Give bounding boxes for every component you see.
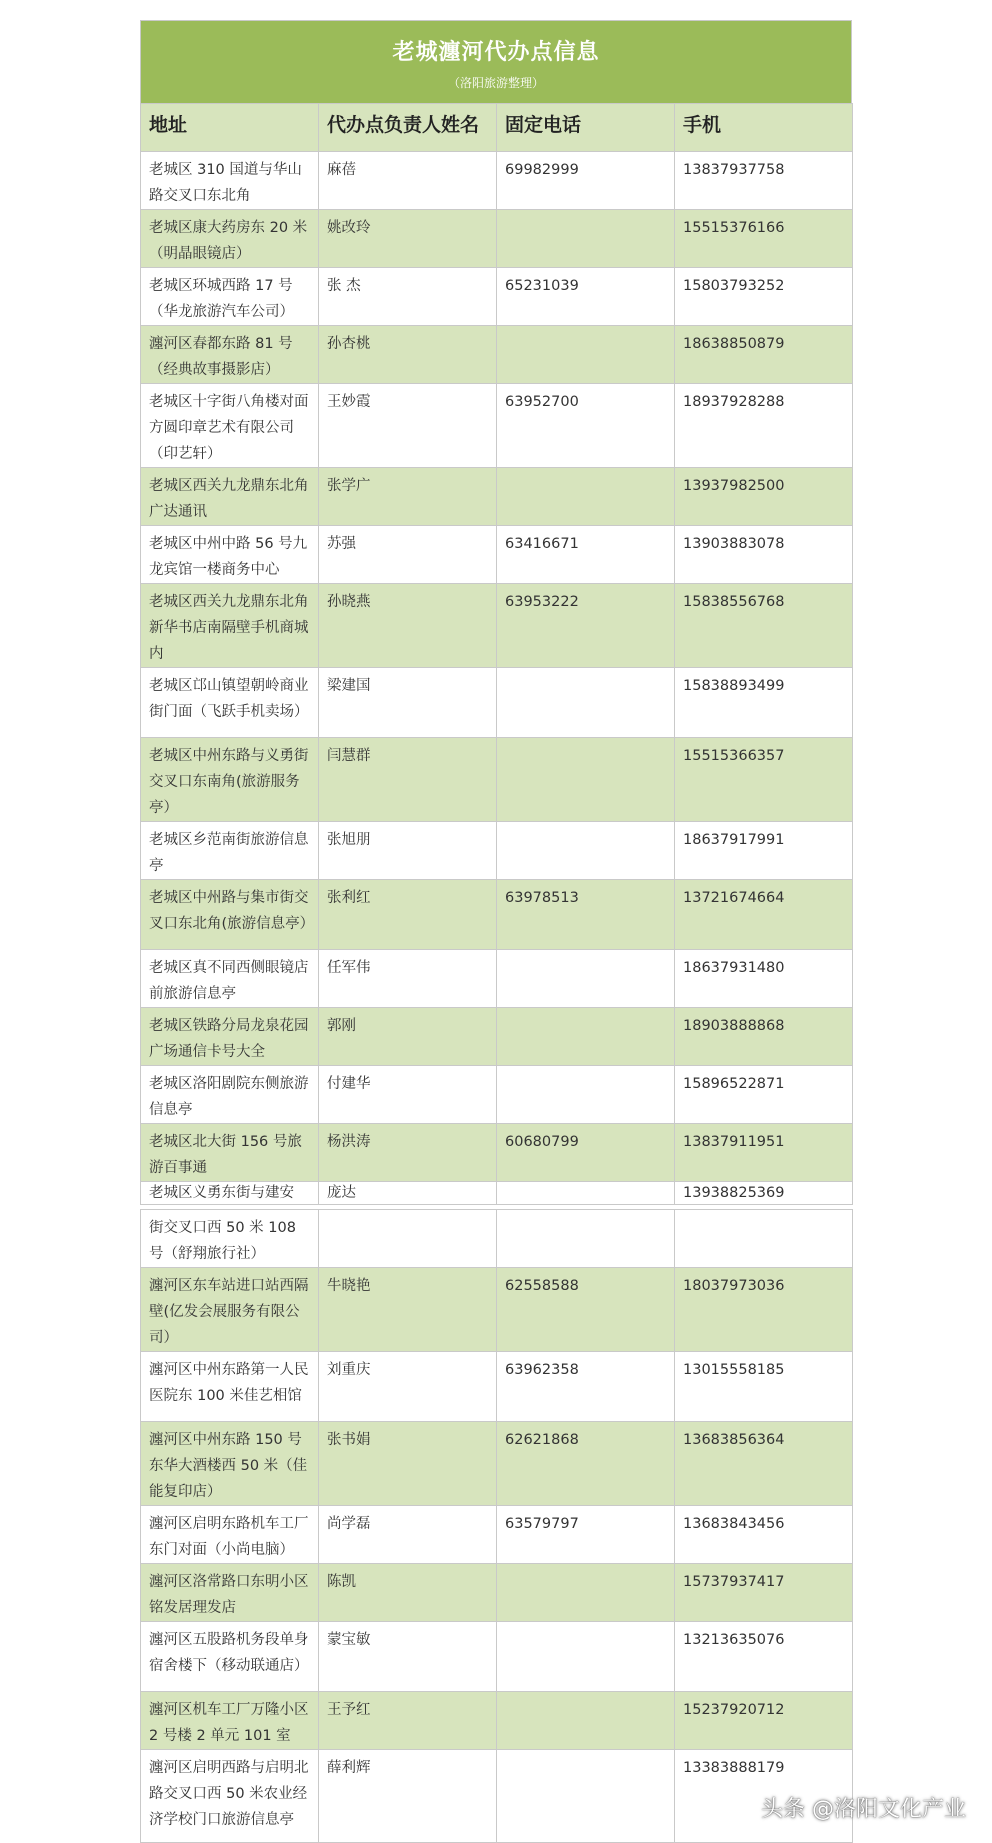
table-row (141, 152, 853, 210)
contact-name-cell: 任军伟 (319, 950, 497, 1008)
address-cell: 老城区环城西路 17 号（华龙旅游汽车公司） (141, 268, 319, 326)
contact-name-cell: 张书娟 (319, 1422, 497, 1506)
mobile-cell: 18638850879 (675, 326, 853, 384)
landline-cell (497, 1066, 675, 1124)
address-cell: 老城区 310 国道与华山路交叉口东北角 (141, 152, 319, 210)
contact-name-cell (319, 1210, 497, 1268)
mobile-cell: 13383888179 (675, 1750, 853, 1843)
landline-cell: 65231039 (497, 268, 675, 326)
agent-table (140, 103, 853, 1205)
contact-name-cell: 尚学磊 (319, 1506, 497, 1564)
landline-cell: 62621868 (497, 1422, 675, 1506)
landline-cell (497, 1008, 675, 1066)
header-landline: 固定电话 (497, 104, 675, 152)
contact-name-cell: 苏强 (319, 526, 497, 584)
landline-cell: 63952700 (497, 384, 675, 468)
contact-name-cell: 麻蓓 (319, 152, 497, 210)
title-banner (140, 20, 852, 103)
mobile-cell: 18937928288 (675, 384, 853, 468)
landline-cell: 63579797 (497, 1506, 675, 1564)
table-row (141, 1210, 853, 1268)
mobile-cell: 13683856364 (675, 1422, 853, 1506)
address-cell: 瀍河区东车站进口站西隔壁(亿发会展服务有限公司） (141, 1268, 319, 1352)
landline-cell: 63416671 (497, 526, 675, 584)
mobile-cell: 18637917991 (675, 822, 853, 880)
contact-name-cell: 蒙宝敏 (319, 1622, 497, 1692)
address-cell: 老城区真不同西侧眼镜店前旅游信息亭 (141, 950, 319, 1008)
table-row (141, 210, 853, 268)
mobile-cell: 15515376166 (675, 210, 853, 268)
table-row (141, 1066, 853, 1124)
landline-cell (497, 1564, 675, 1622)
table-row (141, 880, 853, 950)
table-row (141, 1564, 853, 1622)
landline-cell (497, 468, 675, 526)
contact-name-cell: 闫慧群 (319, 738, 497, 822)
landline-cell (497, 1622, 675, 1692)
header-address: 地址 (141, 104, 319, 152)
table-row (141, 1268, 853, 1352)
table-row (141, 1352, 853, 1422)
landline-cell: 60680799 (497, 1124, 675, 1182)
info-sheet (140, 20, 852, 1843)
contact-name-cell: 张 杰 (319, 268, 497, 326)
header-contact-name: 代办点负责人姓名 (319, 104, 497, 152)
contact-name-cell: 孙杏桃 (319, 326, 497, 384)
address-cell: 老城区铁路分局龙泉花园广场通信卡号大全 (141, 1008, 319, 1066)
contact-name-cell: 牛晓艳 (319, 1268, 497, 1352)
address-cell: 瀍河区机车工厂万隆小区 2 号楼 2 单元 101 室 (141, 1692, 319, 1750)
address-cell: 老城区西关九龙鼎东北角广达通讯 (141, 468, 319, 526)
table-row (141, 326, 853, 384)
landline-cell (497, 668, 675, 738)
landline-cell (497, 950, 675, 1008)
contact-name-cell: 孙晓燕 (319, 584, 497, 668)
mobile-cell: 15515366357 (675, 738, 853, 822)
contact-name-cell: 张利红 (319, 880, 497, 950)
landline-cell (497, 326, 675, 384)
mobile-cell: 13903883078 (675, 526, 853, 584)
address-cell: 老城区中州东路与义勇街交叉口东南角(旅游服务亭） (141, 738, 319, 822)
mobile-cell: 15838556768 (675, 584, 853, 668)
address-cell: 老城区洛阳剧院东侧旅游信息亭 (141, 1066, 319, 1124)
address-cell: 老城区康大药房东 20 米（明晶眼镜店） (141, 210, 319, 268)
mobile-cell: 13837911951 (675, 1124, 853, 1182)
landline-cell (497, 1182, 675, 1205)
page-title: 老城瀍河代办点信息 (392, 40, 600, 65)
table-row (141, 1182, 853, 1205)
mobile-cell (675, 1210, 853, 1268)
contact-name-cell: 张旭朋 (319, 822, 497, 880)
landline-cell (497, 210, 675, 268)
address-cell: 老城区中州路与集市街交叉口东北角(旅游信息亭） (141, 880, 319, 950)
mobile-cell: 18637931480 (675, 950, 853, 1008)
mobile-cell: 13938825369 (675, 1182, 853, 1205)
address-cell: 瀍河区中州东路 150 号东华大酒楼西 50 米（佳能复印店） (141, 1422, 319, 1506)
table-row (141, 668, 853, 738)
table-row (141, 1124, 853, 1182)
mobile-cell: 18903888868 (675, 1008, 853, 1066)
contact-name-cell: 张学广 (319, 468, 497, 526)
table-row (141, 738, 853, 822)
contact-name-cell: 王妙霞 (319, 384, 497, 468)
address-cell: 瀍河区启明西路与启明北路交叉口西 50 米农业经济学校门口旅游信息亭 (141, 1750, 319, 1843)
landline-cell: 62558588 (497, 1268, 675, 1352)
contact-name-cell: 郭刚 (319, 1008, 497, 1066)
contact-name-cell: 付建华 (319, 1066, 497, 1124)
mobile-cell: 13837937758 (675, 152, 853, 210)
address-cell: 瀍河区五股路机务段单身宿舍楼下（移动联通店） (141, 1622, 319, 1692)
table-row (141, 1692, 853, 1750)
header-row (141, 104, 853, 152)
table-row (141, 822, 853, 880)
address-cell: 老城区义勇东街与建安 (141, 1182, 319, 1205)
mobile-cell: 13683843456 (675, 1506, 853, 1564)
table-row (141, 1750, 853, 1843)
landline-cell (497, 738, 675, 822)
header-mobile: 手机 (675, 104, 853, 152)
landline-cell: 69982999 (497, 152, 675, 210)
address-cell: 瀍河区春都东路 81 号（经典故事摄影店） (141, 326, 319, 384)
contact-name-cell: 梁建国 (319, 668, 497, 738)
address-cell: 老城区十字街八角楼对面方圆印章艺术有限公司（印艺轩） (141, 384, 319, 468)
mobile-cell: 13213635076 (675, 1622, 853, 1692)
address-cell: 老城区北大街 156 号旅游百事通 (141, 1124, 319, 1182)
address-cell: 瀍河区启明东路机车工厂东门对面（小尚电脑） (141, 1506, 319, 1564)
address-cell: 街交叉口西 50 米 108 号（舒翔旅行社） (141, 1210, 319, 1268)
contact-name-cell: 陈凯 (319, 1564, 497, 1622)
agent-table-continued (140, 1209, 853, 1843)
table-row (141, 950, 853, 1008)
landline-cell: 63978513 (497, 880, 675, 950)
landline-cell (497, 822, 675, 880)
mobile-cell: 15896522871 (675, 1066, 853, 1124)
table-row (141, 1506, 853, 1564)
table-row (141, 468, 853, 526)
table-row (141, 1422, 853, 1506)
landline-cell (497, 1692, 675, 1750)
table-row (141, 1622, 853, 1692)
address-cell: 瀍河区洛常路口东明小区铭发居理发店 (141, 1564, 319, 1622)
contact-name-cell: 姚改玲 (319, 210, 497, 268)
table-body (141, 152, 853, 1205)
mobile-cell: 15838893499 (675, 668, 853, 738)
mobile-cell: 13721674664 (675, 880, 853, 950)
contact-name-cell: 庞达 (319, 1182, 497, 1205)
landline-cell (497, 1210, 675, 1268)
mobile-cell: 15737937417 (675, 1564, 853, 1622)
watermark: 头条 @洛阳文化产业 (761, 1797, 966, 1822)
contact-name-cell: 杨洪涛 (319, 1124, 497, 1182)
contact-name-cell: 刘重庆 (319, 1352, 497, 1422)
page-subtitle: （洛阳旅游整理） (447, 76, 544, 90)
address-cell: 老城区乡范南街旅游信息亭 (141, 822, 319, 880)
table-row (141, 1008, 853, 1066)
mobile-cell: 15237920712 (675, 1692, 853, 1750)
table-row (141, 268, 853, 326)
contact-name-cell: 王予红 (319, 1692, 497, 1750)
table-row (141, 584, 853, 668)
address-cell: 老城区西关九龙鼎东北角新华书店南隔壁手机商城内 (141, 584, 319, 668)
table-body-continued (141, 1210, 853, 1843)
mobile-cell: 13937982500 (675, 468, 853, 526)
address-cell: 老城区邙山镇望朝岭商业街门面（飞跃手机卖场） (141, 668, 319, 738)
landline-cell (497, 1750, 675, 1843)
address-cell: 老城区中州中路 56 号九龙宾馆一楼商务中心 (141, 526, 319, 584)
mobile-cell: 18037973036 (675, 1268, 853, 1352)
address-cell: 瀍河区中州东路第一人民医院东 100 米佳艺相馆 (141, 1352, 319, 1422)
table-row (141, 384, 853, 468)
landline-cell: 63962358 (497, 1352, 675, 1422)
mobile-cell: 13015558185 (675, 1352, 853, 1422)
table-row (141, 526, 853, 584)
contact-name-cell: 薛利辉 (319, 1750, 497, 1843)
mobile-cell: 15803793252 (675, 268, 853, 326)
landline-cell: 63953222 (497, 584, 675, 668)
